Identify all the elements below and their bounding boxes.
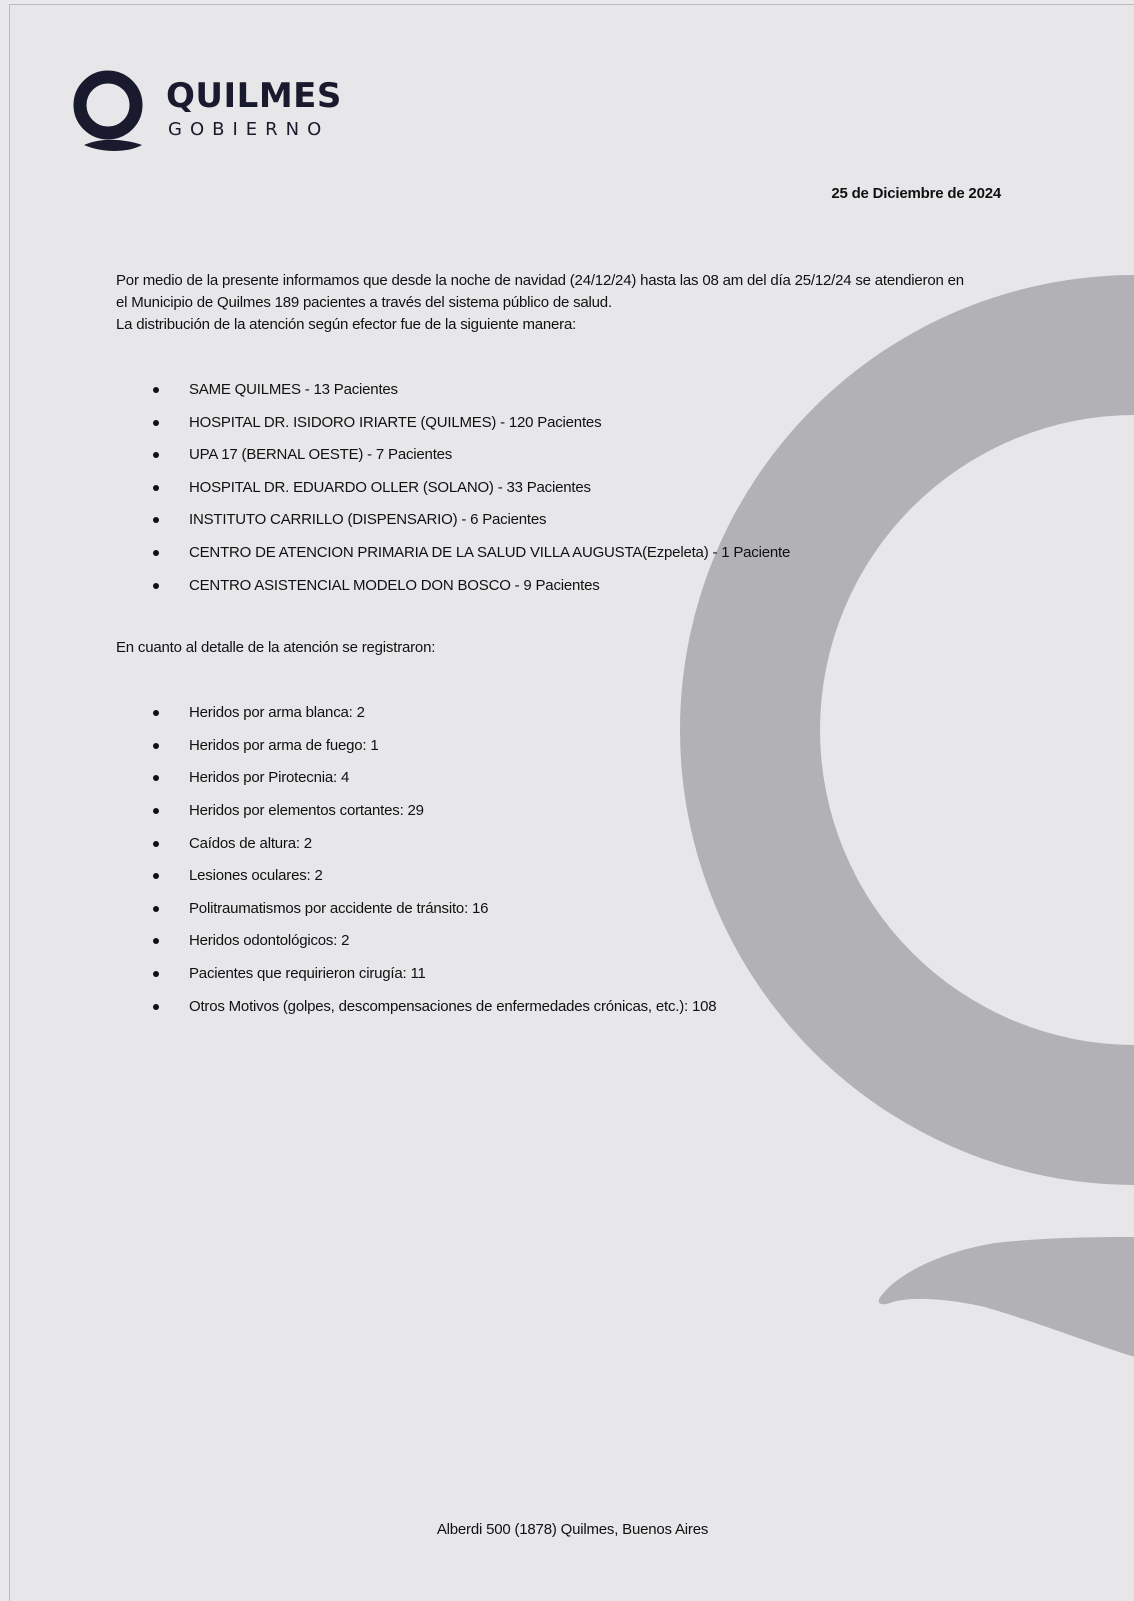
efectores-list — [116, 379, 1076, 607]
quilmes-logo — [72, 65, 342, 161]
list-item: CENTRO DE ATENCION PRIMARIA DE LA SALUD VILLA AUGUSTA(Ezpeleta) - 1 Paciente — [116, 542, 1076, 575]
list-item: HOSPITAL DR. ISIDORO IRIARTE (QUILMES) - 120 Pacientes — [116, 412, 1076, 445]
list-item: Heridos odontológicos: 2 — [116, 930, 1076, 963]
detail-heading: En cuanto al detalle de la atención se registraron: — [116, 639, 436, 657]
list-item: INSTITUTO CARRILLO (DISPENSARIO) - 6 Pacientes — [116, 509, 1076, 542]
intro-line: La distribución de la atención según efector fue de la siguiente manera: — [116, 316, 577, 333]
footer-address: Alberdi 500 (1878) Quilmes, Buenos Aires — [436, 1521, 709, 1538]
intro-line: el Municipio de Quilmes 189 pacientes a través del sistema público de salud. — [116, 294, 612, 311]
list-item: Heridos por arma blanca: 2 — [116, 702, 1076, 735]
list-item: HOSPITAL DR. EDUARDO OLLER (SOLANO) - 33 Pacientes — [116, 477, 1076, 510]
list-item: Caídos de altura: 2 — [116, 833, 1076, 866]
list-item: Otros Motivos (golpes, descompensaciones de enfermedades crónicas, etc.): 108 — [116, 996, 1076, 1029]
document-page — [9, 4, 1134, 1601]
list-item: Heridos por Pirotecnia: 4 — [116, 767, 1076, 800]
logo-subtitle: GOBIERNO — [168, 119, 330, 140]
list-item: Heridos por arma de fuego: 1 — [116, 735, 1076, 768]
list-item: Heridos por elementos cortantes: 29 — [116, 800, 1076, 833]
list-item: CENTRO ASISTENCIAL MODELO DON BOSCO - 9 Pacientes — [116, 575, 1076, 608]
list-item: Lesiones oculares: 2 — [116, 865, 1076, 898]
document-body — [116, 270, 1076, 1028]
intro-line: Por medio de la presente informamos que desde la noche de navidad (24/12/24) hasta las 08 am del día 25/12/24 se atendieron en — [116, 272, 964, 289]
detalle-list — [116, 702, 1076, 1028]
document-date: 25 de Diciembre de 2024 — [831, 185, 1001, 202]
logo-name: QUILMES — [166, 76, 342, 116]
list-item: SAME QUILMES - 13 Pacientes — [116, 379, 1076, 412]
quilmes-q-icon — [72, 65, 152, 161]
list-item: Pacientes que requirieron cirugía: 11 — [116, 963, 1076, 996]
list-item: UPA 17 (BERNAL OESTE) - 7 Pacientes — [116, 444, 1076, 477]
list-item: Politraumatismos por accidente de tránsito: 16 — [116, 898, 1076, 931]
